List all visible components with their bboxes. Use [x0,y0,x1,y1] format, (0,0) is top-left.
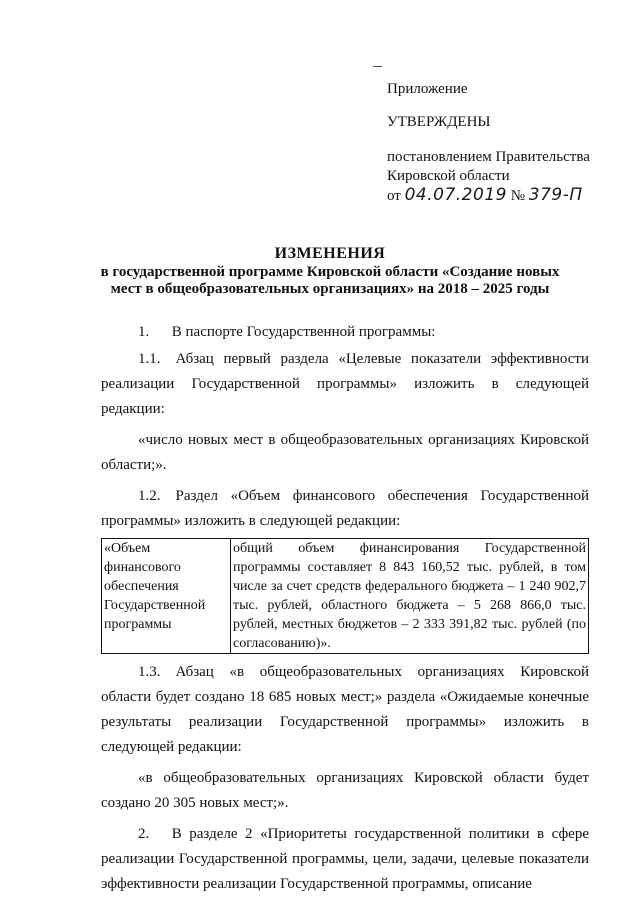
approved-label: УТВЕРЖДЕНЫ [387,114,491,130]
number-sign: № [510,188,526,204]
approval-block [387,80,627,206]
scan-mark [373,66,382,67]
decree-line-2: Кировской области [387,168,510,184]
annex-label: Приложение [387,81,468,97]
paragraph-2: 2. В разделе 2 «Приоритеты государственной политики в сфере реализации Государственной программы, цели, задачи, целевые показатели эффективности реализации Государственной программы, описание [101,826,589,892]
document-heading [70,245,590,298]
document-subtitle-line-1: в государственной программе Кировской области «Создание новых [100,264,560,280]
decree-line-1: постановлением Правительства [387,149,590,165]
table-cell-label: «Объем финансового обеспечения Государственной программы [102,539,231,654]
paragraph-1-2: 1.2. Раздел «Объем финансового обеспечения Государственной программы» изложить в следующей редакции: [101,488,589,529]
decree-date-line [387,186,627,206]
document-title: ИЗМЕНЕНИЯ [274,245,386,262]
from-label: от [387,188,401,204]
paragraph-1-3: 1.3. Абзац «в общеобразовательных организациях Кировской области будет создано 18 685 новых мест;» раздела «Ожидаемые конечные результаты реализации Государственной программы» изложить в следующей редакции: [101,664,589,755]
funding-table-wrap [101,538,589,654]
table-cell-value: общий объем финансирования Государственной программы составляет 8 843 160,52 тыс. рублей, в том числе за счет средств федерального бюджета – 1 240 902,7 тыс. рублей, областного бюджета – 5 268 866,0 тыс. рублей, местных бюджетов – 2 333 391,82 тыс. рублей (по согласованию)». [231,539,589,654]
handwritten-date: 04.07.2019 [404,185,507,205]
paragraph-1-1: 1.1. Абзац первый раздела «Целевые показатели эффективности реализации Государственной программы» изложить в следующей редакции: [101,351,589,417]
funding-table [101,538,589,654]
paragraph-1-3-quote: «в общеобразовательных организациях Кировской области будет создано 20 305 новых мест;». [101,770,589,811]
table-row [102,539,589,654]
paragraph-1-1-quote: «число новых мест в общеобразовательных организациях Кировской области;». [101,432,589,473]
document-body [101,320,589,897]
handwritten-number: 379-П [528,185,583,205]
paragraph-1: 1. В паспорте Государственной программы: [138,324,436,340]
document-subtitle-line-2: мест в общеобразовательных организациях» на 2018 – 2025 годы [110,281,550,297]
